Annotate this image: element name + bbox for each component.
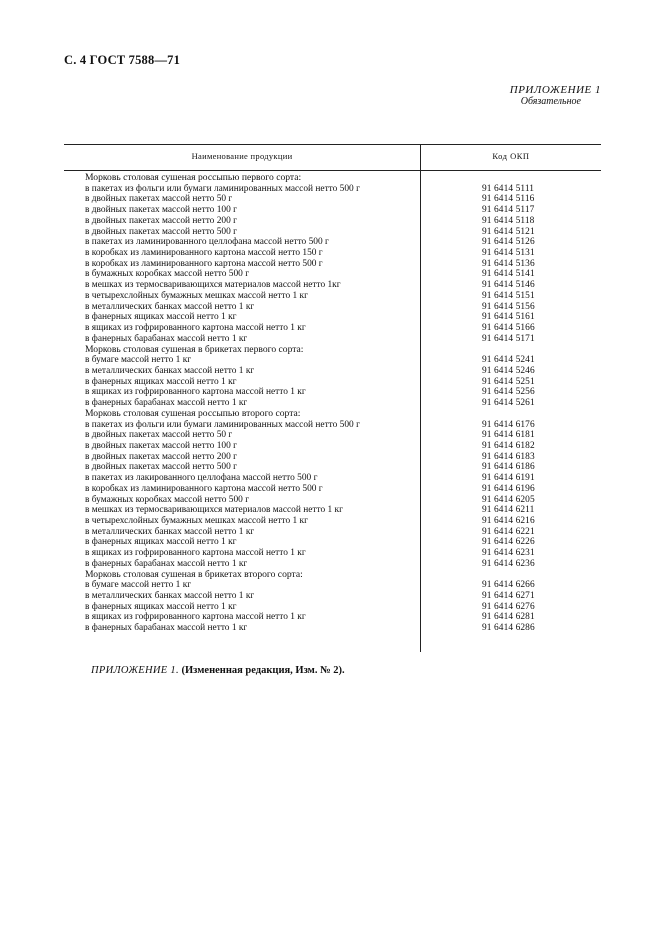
- okp-code-cell: 91 6414 6231: [482, 548, 535, 559]
- okp-code-cell: 91 6414 5131: [482, 248, 535, 259]
- okp-code-cell: 91 6414 6181: [482, 430, 535, 441]
- product-name-cell: в фанерных ящиках массой нетто 1 кг: [85, 312, 237, 323]
- table-row: [64, 495, 601, 506]
- okp-code-cell: 91 6414 6271: [482, 591, 535, 602]
- table-row: [64, 334, 601, 345]
- product-name-cell: в ящиках из гофрированного картона массой нетто 1 кг: [85, 612, 306, 623]
- product-name-cell: в пакетах из лакированного целлофана массой нетто 500 г: [85, 473, 318, 484]
- table-row: [64, 216, 601, 227]
- okp-code-cell: 91 6414 5241: [482, 355, 535, 366]
- product-name-cell: Морковь столовая сушеная в брикетах первого сорта:: [85, 343, 304, 355]
- table-row: [64, 420, 601, 431]
- product-name-cell: Морковь столовая сушеная россыпью первого сорта:: [85, 172, 302, 183]
- table-row: [64, 462, 601, 473]
- table-row: [64, 580, 601, 591]
- table-group-heading-row: [64, 570, 601, 581]
- table-row: [64, 377, 601, 388]
- table-row: [64, 312, 601, 323]
- okp-code-cell: 91 6414 5251: [482, 376, 535, 387]
- product-name-cell: в двойных пакетах массой нетто 500 г: [85, 462, 237, 473]
- table-group-heading-row: [64, 173, 601, 184]
- table-row: [64, 355, 601, 366]
- table-header: [64, 144, 601, 171]
- table-row: [64, 602, 601, 613]
- product-name-cell: в мешках из термосваривающихся материалов массой нетто 1 кг: [85, 505, 343, 516]
- product-name-cell: в фанерных ящиках массой нетто 1 кг: [85, 601, 237, 612]
- table-row: [64, 505, 601, 516]
- okp-code-cell: 91 6414 5246: [482, 365, 535, 376]
- okp-code-cell: 91 6414 6182: [482, 440, 535, 451]
- product-name-cell: в ящиках из гофрированного картона массой нетто 1 кг: [85, 387, 306, 398]
- table-row: [64, 259, 601, 270]
- footnote-text: (Измененная редакция, Изм. № 2).: [181, 665, 345, 676]
- table-row: [64, 323, 601, 334]
- product-name-cell: в фанерных барабанах массой нетто 1 кг: [85, 398, 248, 409]
- okp-code-cell: 91 6414 6186: [482, 462, 535, 473]
- product-name-cell: в коробках из ламинированного картона массой нетто 500 г: [85, 483, 323, 494]
- product-name-cell: в коробках из ламинированного картона массой нетто 500 г: [85, 258, 323, 269]
- column-header-okp-code: Код ОКП: [492, 151, 530, 161]
- product-name-cell: в двойных пакетах массой нетто 500 г: [85, 226, 237, 237]
- product-name-cell: в ящиках из гофрированного картона массой нетто 1 кг: [85, 548, 306, 559]
- table-row: [64, 484, 601, 495]
- table-row: [64, 237, 601, 248]
- table-row: [64, 548, 601, 559]
- okp-code-cell: 91 6414 5111: [482, 183, 535, 194]
- product-name-cell: в металлических банках массой нетто 1 кг: [85, 591, 255, 602]
- product-name-cell: в бумажных коробках массой нетто 500 г: [85, 494, 250, 505]
- product-name-cell: в металлических банках массой нетто 1 кг: [85, 301, 255, 312]
- okp-code-cell: 91 6414 6226: [482, 537, 535, 548]
- table-row: [64, 591, 601, 602]
- product-name-cell: в фанерных ящиках массой нетто 1 кг: [85, 376, 237, 387]
- okp-code-cell: 91 6414 6221: [482, 526, 535, 537]
- okp-code-cell: 91 6414 6266: [482, 580, 535, 591]
- table-group-heading-row: [64, 345, 601, 356]
- product-name-cell: в ящиках из гофрированного картона массой нетто 1 кг: [85, 323, 306, 334]
- table-row: [64, 559, 601, 570]
- table-row: [64, 227, 601, 238]
- table-row: [64, 280, 601, 291]
- okp-code-cell: 91 6414 6286: [482, 623, 535, 634]
- product-name-cell: в четырехслойных бумажных мешках массой нетто 1 кг: [85, 290, 308, 301]
- okp-code-cell: 91 6414 6236: [482, 558, 535, 569]
- product-name-cell: в двойных пакетах массой нетто 50 г: [85, 194, 233, 205]
- table-row: [64, 194, 601, 205]
- product-name-cell: в коробках из ламинированного картона массой нетто 150 г: [85, 248, 323, 259]
- okp-code-cell: 91 6414 6176: [482, 419, 535, 430]
- footnote-label: ПРИЛОЖЕНИЕ 1.: [91, 665, 179, 676]
- okp-code-cell: 91 6414 6205: [482, 494, 535, 505]
- product-name-cell: в пакетах из фольги или бумаги ламинированных массой нетто 500 г: [85, 183, 360, 194]
- okp-code-cell: 91 6414 5136: [482, 258, 535, 269]
- product-name-cell: в бумаге массой нетто 1 кг: [85, 580, 192, 591]
- product-name-cell: в металлических банках массой нетто 1 кг: [85, 365, 255, 376]
- table-row: [64, 473, 601, 484]
- table-row: [64, 387, 601, 398]
- footnote: [91, 665, 345, 676]
- product-name-cell: в фанерных барабанах массой нетто 1 кг: [85, 558, 248, 569]
- appendix-title: ПРИЛОЖЕНИЕ 1: [509, 84, 601, 96]
- product-name-cell: в фанерных барабанах массой нетто 1 кг: [85, 623, 248, 634]
- okp-code-cell: 91 6414 5171: [482, 333, 535, 344]
- table-row: [64, 291, 601, 302]
- okp-code-cell: 91 6414 5166: [482, 323, 535, 334]
- table-row: [64, 623, 601, 634]
- product-name-cell: в пакетах из ламинированного целлофана массой нетто 500 г: [85, 237, 329, 248]
- product-name-cell: Морковь столовая сушеная россыпью второго сорта:: [85, 407, 301, 419]
- table-row: [64, 441, 601, 452]
- okp-code-cell: 91 6414 5146: [482, 280, 535, 291]
- table-row: [64, 516, 601, 527]
- okp-code-cell: 91 6414 5118: [482, 215, 535, 226]
- okp-code-cell: 91 6414 6191: [482, 473, 535, 484]
- product-name-cell: в металлических банках массой нетто 1 кг: [85, 526, 255, 537]
- okp-code-cell: 91 6414 5141: [482, 269, 535, 280]
- product-name-cell: в четырехслойных бумажных мешках массой нетто 1 кг: [85, 516, 308, 526]
- table-row: [64, 302, 601, 313]
- okp-code-cell: 91 6414 5261: [482, 398, 535, 409]
- product-name-cell: в двойных пакетах массой нетто 100 г: [85, 440, 237, 451]
- table-row: [64, 269, 601, 280]
- product-name-cell: в двойных пакетах массой нетто 50 г: [85, 430, 233, 441]
- product-name-cell: в фанерных барабанах массой нетто 1 кг: [85, 333, 248, 344]
- column-header-product-name: Наименование продукции: [191, 151, 293, 161]
- table-row: [64, 205, 601, 216]
- okp-code-cell: 91 6414 5161: [482, 312, 535, 323]
- product-name-cell: Морковь столовая сушеная в брикетах второго сорта:: [85, 568, 303, 580]
- okp-code-cell: 91 6414 6196: [482, 483, 535, 494]
- okp-code-cell: 91 6414 5116: [482, 194, 535, 205]
- okp-code-cell: 91 6414 6281: [482, 612, 535, 623]
- table-body: [64, 171, 601, 634]
- okp-code-cell: 91 6414 5156: [482, 301, 535, 312]
- okp-code-cell: 91 6414 6211: [482, 505, 535, 516]
- table-group-heading-row: [64, 409, 601, 420]
- product-name-cell: в фанерных ящиках массой нетто 1 кг: [85, 537, 237, 548]
- table-row: [64, 366, 601, 377]
- appendix-subtitle: Обязательное: [520, 96, 581, 107]
- appendix-heading: [510, 84, 601, 107]
- okp-code-cell: 91 6414 5126: [482, 237, 535, 248]
- product-name-cell: в двойных пакетах массой нетто 100 г: [85, 205, 237, 216]
- okp-code-cell: 91 6414 6183: [482, 451, 535, 462]
- table-row: [64, 430, 601, 441]
- page-header-standard: С. 4 ГОСТ 7588—71: [64, 53, 181, 67]
- product-code-table: [64, 144, 601, 634]
- product-name-cell: в бумаге массой нетто 1 кг: [85, 355, 192, 366]
- table-row: [64, 537, 601, 548]
- product-name-cell: в пакетах из фольги или бумаги ламинированных массой нетто 500 г: [85, 419, 360, 430]
- table-row: [64, 184, 601, 195]
- table-row: [64, 527, 601, 538]
- table-row: [64, 452, 601, 463]
- okp-code-cell: 91 6414 6216: [482, 516, 535, 526]
- column-divider: [420, 144, 421, 652]
- okp-code-cell: 91 6414 5117: [482, 205, 535, 216]
- okp-code-cell: 91 6414 5121: [482, 226, 535, 237]
- okp-code-cell: 91 6414 6276: [482, 601, 535, 612]
- table-row: [64, 612, 601, 623]
- product-name-cell: в двойных пакетах массой нетто 200 г: [85, 215, 237, 226]
- product-name-cell: в двойных пакетах массой нетто 200 г: [85, 451, 237, 462]
- table-row: [64, 248, 601, 259]
- product-name-cell: в бумажных коробках массой нетто 500 г: [85, 269, 250, 280]
- okp-code-cell: 91 6414 5256: [482, 387, 535, 398]
- okp-code-cell: 91 6414 5151: [482, 290, 535, 301]
- product-name-cell: в мешках из термосваривающихся материалов массой нетто 1кг: [85, 280, 341, 291]
